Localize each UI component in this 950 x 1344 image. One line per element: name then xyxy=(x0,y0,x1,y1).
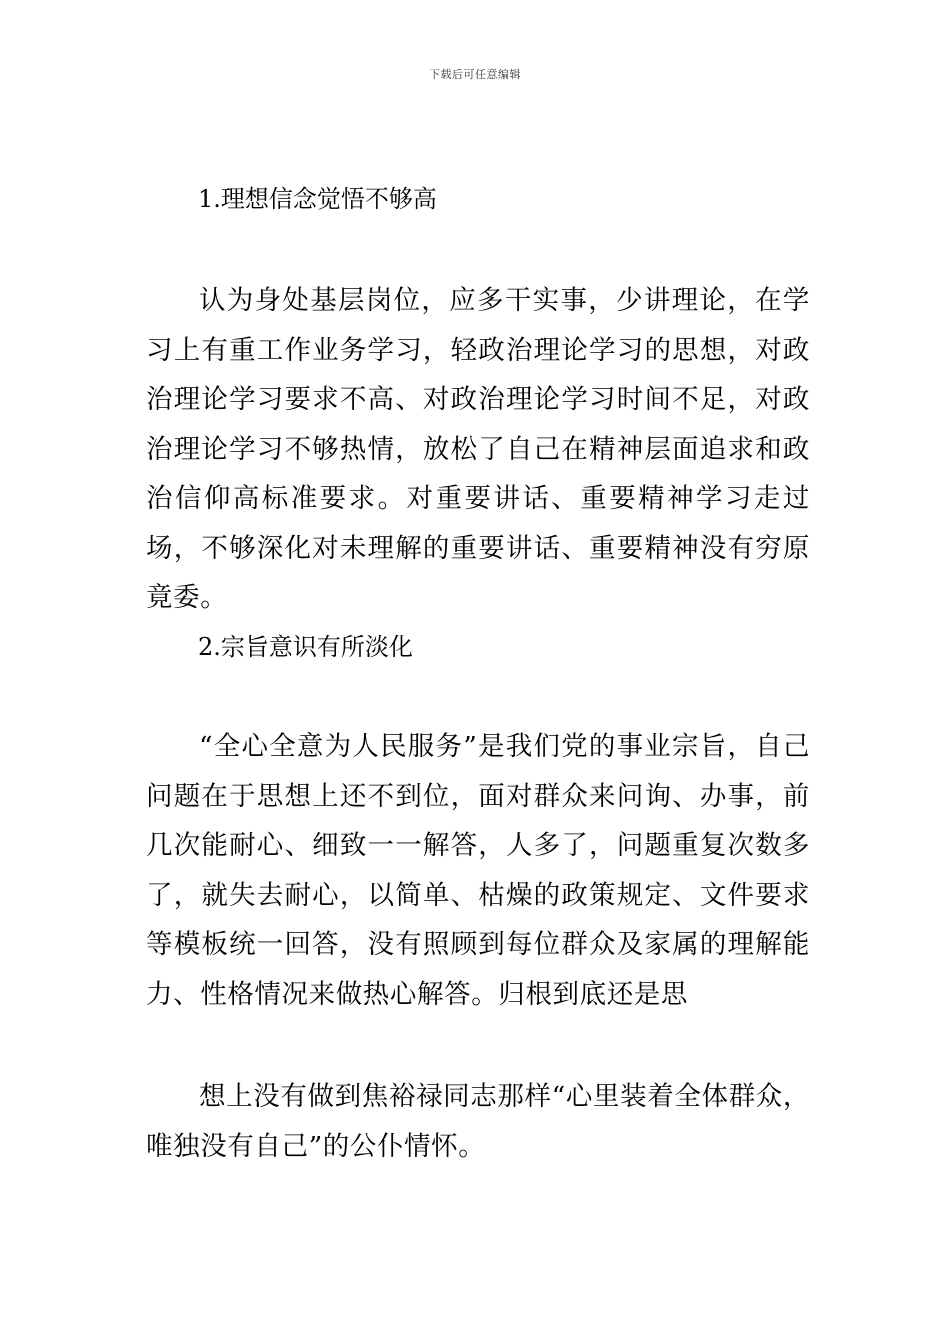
section-2-paragraph: “全心全意为人民服务”是我们党的事业宗旨，自己问题在于思想上还不到位，面对群众来问询、办事，前几次能耐心、细致一一解答，人多了，问题重复次数多了，就失去耐心，以简单、枯燥的政策规定、文件要求等模板统一回答，没有照顾到每位群众及家属的理解能力、性格情况来做热心解答。归根到底还是思 xyxy=(146,731,810,1010)
section-1-paragraph: 认为身处基层岗位，应多干实事，少讲理论，在学习上有重工作业务学习，轻政治理论学习的思想，对政治理论学习要求不高、对政治理论学习时间不足，对政治理论学习不够热情，放松了自己在精神层面追求和政治信仰高标准要求。对重要讲话、重要精神学习走过场，不够深化对未理解的重要讲话、重要精神没有穷原竟委。 xyxy=(146,285,810,613)
section-2-continuation-paragraph: 想上没有做到焦裕禄同志那样“心里装着全体群众，唯独没有自己”的公仆情怀。 xyxy=(146,1081,810,1162)
section-2-heading: 2.宗旨意识有所淡化 xyxy=(198,633,413,661)
page-header-note: 下载后可任意编辑 xyxy=(429,68,521,81)
section-1-heading: 1.理想信念觉悟不够高 xyxy=(198,185,437,213)
